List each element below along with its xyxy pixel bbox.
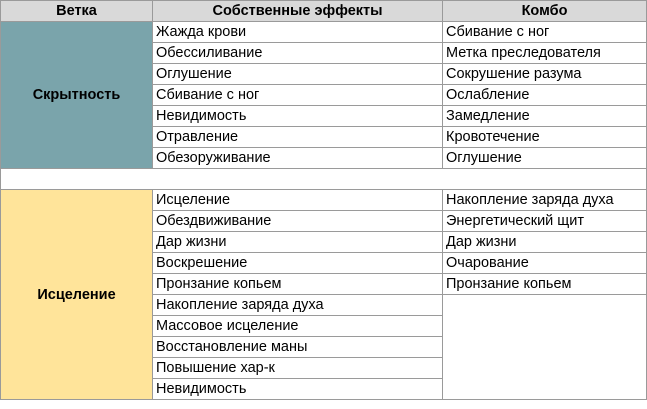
combo-cell[interactable]: Сокрушение разума <box>443 64 647 85</box>
own-effect-cell[interactable]: Пронзание копьем <box>153 274 443 295</box>
combo-cell[interactable]: Оглушение <box>443 148 647 169</box>
combo-cell[interactable]: Энергетический щит <box>443 211 647 232</box>
own-effect-cell[interactable]: Повышение хар-к <box>153 358 443 379</box>
own-effect-cell[interactable]: Невидимость <box>153 106 443 127</box>
header-own-effects[interactable]: Собственные эффекты <box>153 1 443 22</box>
own-effect-cell[interactable]: Отравление <box>153 127 443 148</box>
own-effect-cell[interactable]: Жажда крови <box>153 22 443 43</box>
table-row <box>1 22 647 43</box>
combo-cell[interactable]: Кровотечение <box>443 127 647 148</box>
header-branch[interactable]: Ветка <box>1 1 153 22</box>
own-effect-cell[interactable]: Воскрешение <box>153 253 443 274</box>
own-effect-cell[interactable]: Накопление заряда духа <box>153 295 443 316</box>
own-effect-cell[interactable]: Обезоруживание <box>153 148 443 169</box>
spacer-cell[interactable] <box>1 169 647 190</box>
combo-empty-cell[interactable] <box>443 295 647 400</box>
combo-cell[interactable]: Замедление <box>443 106 647 127</box>
spacer-row <box>1 169 647 190</box>
combo-cell[interactable]: Дар жизни <box>443 232 647 253</box>
own-effect-cell[interactable]: Восстановление маны <box>153 337 443 358</box>
table-row <box>1 190 647 211</box>
header-row <box>1 1 647 22</box>
combo-cell[interactable]: Ослабление <box>443 85 647 106</box>
branch-heal[interactable]: Исцеление <box>1 190 153 400</box>
combo-cell[interactable]: Сбивание с ног <box>443 22 647 43</box>
own-effect-cell[interactable]: Обессиливание <box>153 43 443 64</box>
own-effect-cell[interactable]: Невидимость <box>153 379 443 400</box>
combo-cell[interactable]: Метка преследователя <box>443 43 647 64</box>
own-effect-cell[interactable]: Дар жизни <box>153 232 443 253</box>
own-effect-cell[interactable]: Обездвиживание <box>153 211 443 232</box>
combo-cell[interactable]: Накопление заряда духа <box>443 190 647 211</box>
combo-cell[interactable]: Очарование <box>443 253 647 274</box>
own-effect-cell[interactable]: Исцеление <box>153 190 443 211</box>
own-effect-cell[interactable]: Сбивание с ног <box>153 85 443 106</box>
own-effect-cell[interactable]: Оглушение <box>153 64 443 85</box>
own-effect-cell[interactable]: Массовое исцеление <box>153 316 443 337</box>
branch-stealth[interactable]: Скрытность <box>1 22 153 169</box>
combo-cell[interactable]: Пронзание копьем <box>443 274 647 295</box>
header-combo[interactable]: Комбо <box>443 1 647 22</box>
